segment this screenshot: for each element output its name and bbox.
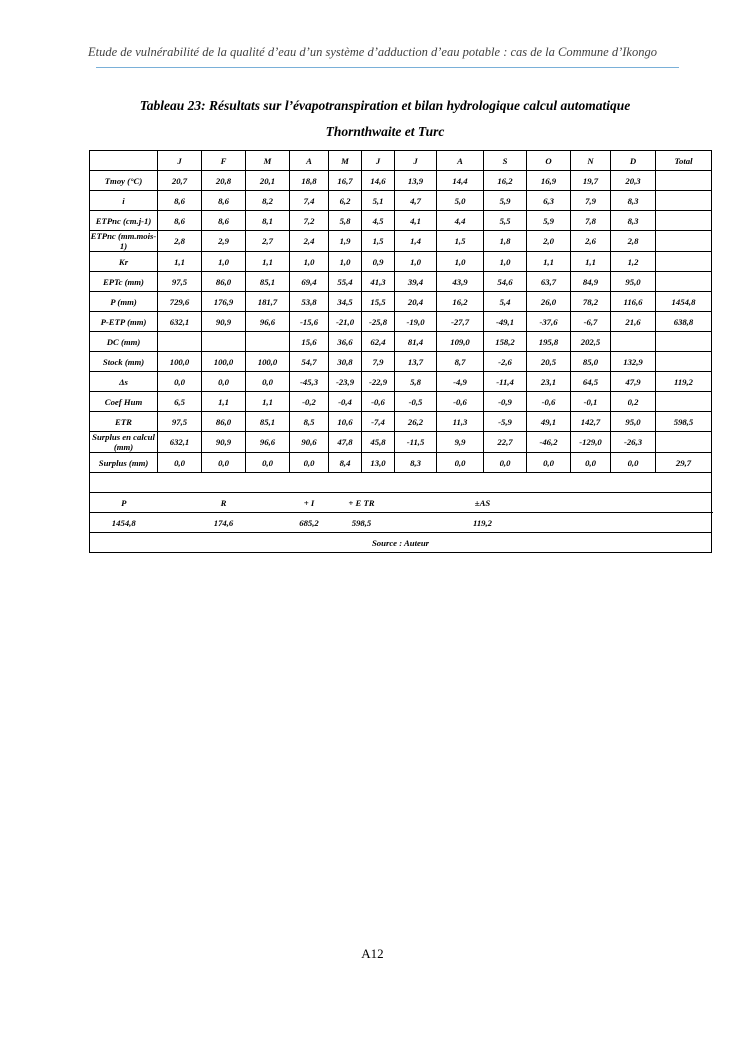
table-cell: 45,8	[362, 432, 395, 453]
table-cell: -0,5	[395, 392, 437, 412]
results-table	[89, 150, 712, 553]
table-cell: -26,3	[611, 432, 656, 453]
table-cell: 1,1	[158, 252, 202, 272]
table-cell	[202, 332, 246, 352]
table-cell: 5,9	[484, 191, 527, 211]
balance-value-r: 174,6	[158, 513, 290, 533]
table-cell: 49,1	[527, 412, 571, 432]
table-cell	[656, 392, 712, 412]
table-cell: 7,9	[571, 191, 611, 211]
table-cell: -11,4	[484, 372, 527, 392]
table-cell: 5,5	[484, 211, 527, 231]
table-cell: 1,0	[290, 252, 329, 272]
table-cell: 632,1	[158, 432, 202, 453]
table-cell: 1,8	[484, 231, 527, 252]
table-cell: 13,9	[395, 171, 437, 191]
table-cell: -0,6	[527, 392, 571, 412]
table-cell: 7,8	[571, 211, 611, 231]
table-cell: 1,5	[437, 231, 484, 252]
table-cell: 8,7	[437, 352, 484, 372]
table-cell: 195,8	[527, 332, 571, 352]
table-cell: 8,6	[202, 211, 246, 231]
table-cell: 63,7	[527, 272, 571, 292]
row-label: i	[90, 191, 158, 211]
table-cell: 54,7	[290, 352, 329, 372]
table-cell: 0,2	[611, 392, 656, 412]
source-row	[90, 533, 712, 553]
table-cell: 16,2	[484, 171, 527, 191]
table-cell: 34,5	[329, 292, 362, 312]
table-row	[90, 252, 712, 272]
row-label: Tmoy (°C)	[90, 171, 158, 191]
table-cell: 16,9	[527, 171, 571, 191]
table-row	[90, 432, 712, 453]
table-cell: -7,4	[362, 412, 395, 432]
table-row	[90, 392, 712, 412]
balance-value-ds: 119,2	[395, 513, 571, 533]
table-cell: 8,6	[158, 191, 202, 211]
table-cell: -0,4	[329, 392, 362, 412]
table-row	[90, 332, 712, 352]
table-cell: 100,0	[202, 352, 246, 372]
running-header: Etude de vulnérabilité de la qualité d’eau d’un système d’adduction d’eau potable : cas de la Commune d’Ikongo	[88, 45, 657, 59]
table-cell: 86,0	[202, 272, 246, 292]
column-header: J	[362, 151, 395, 171]
table-cell: 1,1	[246, 392, 290, 412]
table-cell: 26,0	[527, 292, 571, 312]
table-cell: 6,3	[527, 191, 571, 211]
table-cell: 69,4	[290, 272, 329, 292]
table-cell: 7,2	[290, 211, 329, 231]
table-cell: 9,9	[437, 432, 484, 453]
row-label: ETPnc (cm.j-1)	[90, 211, 158, 231]
row-label: Kr	[90, 252, 158, 272]
table-cell: 2,0	[527, 231, 571, 252]
table-cell: 0,0	[611, 453, 656, 473]
table-cell: -19,0	[395, 312, 437, 332]
table-cell: 638,8	[656, 312, 712, 332]
table-cell: -37,6	[527, 312, 571, 332]
table-cell: 16,7	[329, 171, 362, 191]
table-cell: 2,7	[246, 231, 290, 252]
table-cell: 181,7	[246, 292, 290, 312]
table-cell: 116,6	[611, 292, 656, 312]
table-cell: 2,8	[611, 231, 656, 252]
table-cell: 6,5	[158, 392, 202, 412]
balance-value-i: 685,2	[290, 513, 329, 533]
page-number: A12	[361, 946, 384, 961]
table-cell: 8,5	[290, 412, 329, 432]
table-cell: 18,8	[290, 171, 329, 191]
balance-value-p: 1454,8	[90, 513, 158, 533]
table-cell: -0,6	[362, 392, 395, 412]
table-source: Source : Auteur	[90, 533, 712, 553]
table-cell: 36,6	[329, 332, 362, 352]
table-cell: 20,4	[395, 292, 437, 312]
row-label: P (mm)	[90, 292, 158, 312]
table-cell: 5,1	[362, 191, 395, 211]
column-header: N	[571, 151, 611, 171]
table-cell	[656, 432, 712, 453]
table-cell: 23,1	[527, 372, 571, 392]
table-cell: 14,4	[437, 171, 484, 191]
table-cell	[656, 252, 712, 272]
caption-line-1: Tableau 23: Résultats sur l’évapotranspiration et bilan hydrologique calcul automatique	[139, 98, 631, 113]
caption-line-2: Thornthwaite et Turc	[325, 124, 445, 139]
table-cell: 5,4	[484, 292, 527, 312]
table-cell: -5,9	[484, 412, 527, 432]
row-label: P-ETP (mm)	[90, 312, 158, 332]
column-header: M	[246, 151, 290, 171]
table-row	[90, 231, 712, 252]
table-cell: 20,7	[158, 171, 202, 191]
balance-header-r: R	[158, 493, 290, 513]
table-cell: 54,6	[484, 272, 527, 292]
table-cell: 39,4	[395, 272, 437, 292]
table-cell: 0,0	[158, 453, 202, 473]
column-header: J	[158, 151, 202, 171]
table-cell: 14,6	[362, 171, 395, 191]
table-row	[90, 453, 712, 473]
column-header: S	[484, 151, 527, 171]
table-cell: 6,2	[329, 191, 362, 211]
table-row	[90, 352, 712, 372]
table-cell: 0,0	[246, 372, 290, 392]
table-cell: 13,7	[395, 352, 437, 372]
table-cell: 97,5	[158, 412, 202, 432]
table-cell: 8,3	[611, 211, 656, 231]
table-cell: 1,0	[484, 252, 527, 272]
table-cell: 1454,8	[656, 292, 712, 312]
table-cell: -45,3	[290, 372, 329, 392]
table-cell	[611, 332, 656, 352]
table-cell: 2,9	[202, 231, 246, 252]
table-cell: 43,9	[437, 272, 484, 292]
table-cell: 78,2	[571, 292, 611, 312]
table-cell: 100,0	[246, 352, 290, 372]
table-cell	[246, 332, 290, 352]
table-cell: -2,6	[484, 352, 527, 372]
table-row	[90, 272, 712, 292]
table-cell: 4,4	[437, 211, 484, 231]
table-cell: 84,9	[571, 272, 611, 292]
row-label: Stock (mm)	[90, 352, 158, 372]
column-header: F	[202, 151, 246, 171]
table-cell: -4,9	[437, 372, 484, 392]
row-label: Δs	[90, 372, 158, 392]
table-cell: 2,4	[290, 231, 329, 252]
table-cell: -15,6	[290, 312, 329, 332]
table-cell: -21,0	[329, 312, 362, 332]
table-cell: 90,9	[202, 432, 246, 453]
table-cell: 5,8	[329, 211, 362, 231]
table-cell: -0,6	[437, 392, 484, 412]
table-cell: 7,9	[362, 352, 395, 372]
table-cell: 119,2	[656, 372, 712, 392]
table-cell	[656, 272, 712, 292]
table-cell: 0,0	[202, 372, 246, 392]
balance-value-etr: 598,5	[329, 513, 395, 533]
table-cell: -0,9	[484, 392, 527, 412]
table-cell: 97,5	[158, 272, 202, 292]
table-cell	[656, 191, 712, 211]
table-row	[90, 211, 712, 231]
table-cell: 4,5	[362, 211, 395, 231]
balance-header-i: + I	[290, 493, 329, 513]
table-cell: 2,6	[571, 231, 611, 252]
table-row	[90, 171, 712, 191]
table-cell: 142,7	[571, 412, 611, 432]
table-cell: 0,9	[362, 252, 395, 272]
table-cell: 8,3	[611, 191, 656, 211]
table-cell: 0,0	[246, 453, 290, 473]
table-cell: 0,0	[290, 453, 329, 473]
table-cell: 85,1	[246, 272, 290, 292]
table-cell: 202,5	[571, 332, 611, 352]
table-cell: 62,4	[362, 332, 395, 352]
table-cell: 85,0	[571, 352, 611, 372]
table-cell: 90,9	[202, 312, 246, 332]
table-cell: 0,0	[158, 372, 202, 392]
column-header: A	[290, 151, 329, 171]
table-cell: 1,4	[395, 231, 437, 252]
table-cell: 158,2	[484, 332, 527, 352]
table-cell	[656, 231, 712, 252]
table-cell: 1,9	[329, 231, 362, 252]
table-cell: 7,4	[290, 191, 329, 211]
table-cell: 81,4	[395, 332, 437, 352]
balance-header-empty	[571, 493, 712, 513]
table-cell: -46,2	[527, 432, 571, 453]
balance-header-ds: ±AS	[395, 493, 571, 513]
table-cell: 96,6	[246, 432, 290, 453]
table-cell: 16,2	[437, 292, 484, 312]
table-cell: 1,0	[437, 252, 484, 272]
table-cell: -22,9	[362, 372, 395, 392]
balance-value-empty	[571, 513, 712, 533]
table-cell: 8,6	[158, 211, 202, 231]
table-cell: 598,5	[656, 412, 712, 432]
table-cell: -129,0	[571, 432, 611, 453]
row-label: DC (mm)	[90, 332, 158, 352]
table-cell: 55,4	[329, 272, 362, 292]
header-rule	[96, 67, 679, 68]
column-header: A	[437, 151, 484, 171]
table-cell: -25,8	[362, 312, 395, 332]
table-cell: 109,0	[437, 332, 484, 352]
table-cell: 729,6	[158, 292, 202, 312]
table-cell: 10,6	[329, 412, 362, 432]
column-header: O	[527, 151, 571, 171]
row-label: Coef Hum	[90, 392, 158, 412]
table-cell: 53,8	[290, 292, 329, 312]
table-cell: 5,9	[527, 211, 571, 231]
table-cell: 8,1	[246, 211, 290, 231]
table-row	[90, 312, 712, 332]
table-cell: 15,6	[290, 332, 329, 352]
table-cell: 21,6	[611, 312, 656, 332]
table-cell: 632,1	[158, 312, 202, 332]
table-cell: 86,0	[202, 412, 246, 432]
column-header: D	[611, 151, 656, 171]
table-cell: 90,6	[290, 432, 329, 453]
table-cell: 1,0	[202, 252, 246, 272]
table-cell: 1,2	[611, 252, 656, 272]
table-cell: 0,0	[571, 453, 611, 473]
table-cell: 20,5	[527, 352, 571, 372]
table-cell: 4,7	[395, 191, 437, 211]
table-cell: 95,0	[611, 272, 656, 292]
table-cell: -49,1	[484, 312, 527, 332]
table-cell: -6,7	[571, 312, 611, 332]
table-cell: 20,8	[202, 171, 246, 191]
row-label: EPTc (mm)	[90, 272, 158, 292]
table-cell: -27,7	[437, 312, 484, 332]
table-cell: 1,1	[571, 252, 611, 272]
table-cell: 95,0	[611, 412, 656, 432]
table-cell	[656, 332, 712, 352]
row-label: ETPnc (mm.mois-1)	[90, 231, 157, 251]
row-label: ETR	[90, 412, 158, 432]
spacer-cell	[90, 473, 712, 493]
table-cell: 1,0	[395, 252, 437, 272]
table-cell	[656, 211, 712, 231]
table-cell: 20,3	[611, 171, 656, 191]
table-cell: 20,1	[246, 171, 290, 191]
column-header: M	[329, 151, 362, 171]
table-cell: -0,1	[571, 392, 611, 412]
table-cell: 96,6	[246, 312, 290, 332]
table-cell: 11,3	[437, 412, 484, 432]
table-row	[90, 372, 712, 392]
table-cell: 29,7	[656, 453, 712, 473]
balance-header-p: P	[90, 493, 158, 513]
column-header: J	[395, 151, 437, 171]
table-cell: 5,8	[395, 372, 437, 392]
row-label: Surplus en calcul (mm)	[90, 432, 158, 453]
table-cell: 8,6	[202, 191, 246, 211]
table-cell: 0,0	[437, 453, 484, 473]
balance-header-etr: + E TR	[329, 493, 395, 513]
table-cell: 132,9	[611, 352, 656, 372]
table-cell: 15,5	[362, 292, 395, 312]
table-cell: -0,2	[290, 392, 329, 412]
table-cell: -23,9	[329, 372, 362, 392]
spacer-row	[90, 473, 712, 493]
table-cell: 100,0	[158, 352, 202, 372]
table-cell: 1,1	[202, 392, 246, 412]
table-cell: 1,0	[329, 252, 362, 272]
table-cell: 5,0	[437, 191, 484, 211]
table-row	[90, 412, 712, 432]
table-cell: 8,3	[395, 453, 437, 473]
balance-values-row	[90, 513, 712, 533]
table-cell: 8,4	[329, 453, 362, 473]
corner-cell	[90, 151, 158, 171]
table-caption	[90, 93, 680, 145]
table-cell: 4,1	[395, 211, 437, 231]
table-cell: 1,1	[246, 252, 290, 272]
month-header-row	[90, 151, 712, 171]
table-cell: 22,7	[484, 432, 527, 453]
table-cell: 0,0	[527, 453, 571, 473]
table-cell	[158, 332, 202, 352]
table-cell	[656, 352, 712, 372]
table-cell: 19,7	[571, 171, 611, 191]
table-cell: -11,5	[395, 432, 437, 453]
balance-header-row	[90, 493, 712, 513]
table-cell: 8,2	[246, 191, 290, 211]
column-header-total: Total	[656, 151, 712, 171]
row-label: Surplus (mm)	[90, 453, 158, 473]
table-cell: 47,8	[329, 432, 362, 453]
table-row	[90, 292, 712, 312]
table-cell: 1,5	[362, 231, 395, 252]
table-cell: 26,2	[395, 412, 437, 432]
table-cell: 0,0	[484, 453, 527, 473]
table-cell: 41,3	[362, 272, 395, 292]
table-cell: 30,8	[329, 352, 362, 372]
table-cell: 176,9	[202, 292, 246, 312]
table-cell: 47,9	[611, 372, 656, 392]
table-row	[90, 191, 712, 211]
table-cell: 0,0	[202, 453, 246, 473]
table-cell: 13,0	[362, 453, 395, 473]
table-cell: 1,1	[527, 252, 571, 272]
table-cell: 2,8	[158, 231, 202, 252]
table-cell: 64,5	[571, 372, 611, 392]
table-cell: 85,1	[246, 412, 290, 432]
table-cell	[656, 171, 712, 191]
